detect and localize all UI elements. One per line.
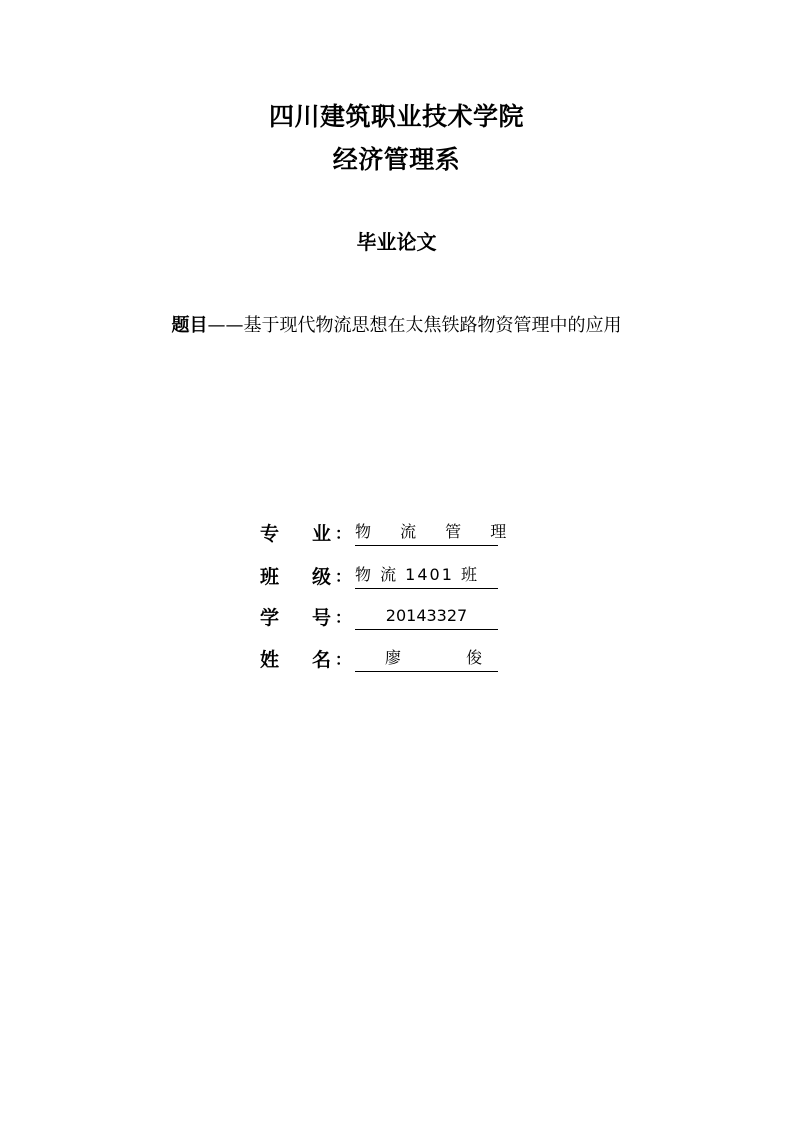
topic-dash: —— <box>207 315 244 336</box>
info-row-student-id <box>260 601 520 635</box>
major-label-char-2: 业 <box>312 523 332 545</box>
class-label-char-1: 班 <box>260 566 280 588</box>
student-id-label-char-2: 号 <box>312 607 332 629</box>
name-colon: ： <box>335 650 352 669</box>
name-value: 廖 俊 <box>355 643 498 672</box>
school-name: 四川建筑职业技术学院 <box>268 102 524 131</box>
info-row-major <box>260 517 520 551</box>
name-label-char-2: 名 <box>312 649 332 671</box>
thesis-type: 毕业论文 <box>356 230 437 254</box>
student-id-colon: ： <box>335 608 352 627</box>
student-id-label-char-1: 学 <box>260 607 280 629</box>
department-name: 经济管理系 <box>332 145 461 174</box>
topic-label: 题目 <box>171 315 208 336</box>
student-id-value: 20143327 <box>355 601 498 630</box>
name-label-char-1: 姓 <box>260 649 280 671</box>
info-row-class <box>260 560 520 594</box>
major-value: 物 流 管 理 <box>355 517 498 546</box>
class-colon: ： <box>335 567 352 586</box>
class-value: 物 流 1401 班 <box>355 560 498 589</box>
topic-text: 基于现代物流思想在太焦铁路物资管理中的应用 <box>243 315 622 336</box>
major-colon: ： <box>335 524 352 543</box>
major-label-char-1: 专 <box>260 523 280 545</box>
thesis-topic <box>0 310 793 342</box>
class-label-char-2: 级 <box>312 566 332 588</box>
info-row-name <box>260 643 520 677</box>
